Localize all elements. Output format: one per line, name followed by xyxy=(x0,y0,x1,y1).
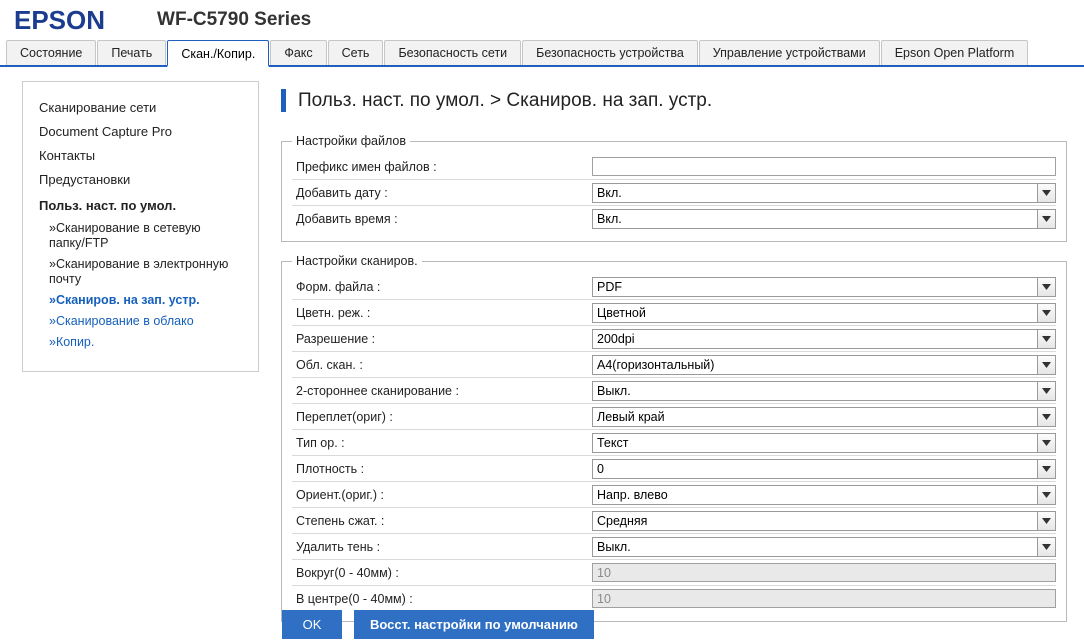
field-original-type xyxy=(592,433,1056,453)
chevron-down-icon[interactable] xyxy=(1037,278,1055,296)
chevron-down-icon[interactable] xyxy=(1037,408,1055,426)
label-surround: Вокруг(0 - 40мм) : xyxy=(296,565,399,580)
label-density: Плотность : xyxy=(296,461,365,476)
chevron-down-icon[interactable] xyxy=(1037,434,1055,452)
ok-button[interactable]: OK xyxy=(282,610,342,639)
row-orientation-original xyxy=(292,482,1056,508)
title-accent-bar xyxy=(281,89,286,112)
two-sided-scan-select[interactable] xyxy=(592,381,1056,401)
page-title-text: Польз. наст. по умол. > Сканиров. на зап. устр. xyxy=(298,89,713,111)
remove-shadow-select[interactable] xyxy=(592,537,1056,557)
sidebar-item-contacts[interactable]: Контакты xyxy=(39,148,96,163)
color-mode-value: Цветной xyxy=(597,305,646,320)
sidebar-subitem-scan-to-cloud[interactable]: »Сканирование в облако xyxy=(49,314,194,328)
field-binding-original xyxy=(592,407,1056,427)
row-original-type xyxy=(292,430,1056,456)
tab-print[interactable]: Печать xyxy=(97,40,166,65)
restore-defaults-button[interactable]: Восст. настройки по умолчанию xyxy=(354,610,594,639)
app-header xyxy=(0,0,1084,40)
file-settings-group xyxy=(281,134,1067,242)
chevron-down-icon[interactable] xyxy=(1037,486,1055,504)
sidebar-subitem-scan-to-email[interactable]: »Сканирование в электронную почту xyxy=(49,257,229,286)
density-select[interactable] xyxy=(592,459,1056,479)
field-surround xyxy=(592,563,1056,582)
label-color-mode: Цветн. реж. : xyxy=(296,305,371,320)
file-format-select[interactable] xyxy=(592,277,1056,297)
field-file-name-prefix xyxy=(592,157,1056,176)
tab-status[interactable]: Состояние xyxy=(6,40,96,65)
row-file-format xyxy=(292,274,1056,300)
label-remove-shadow: Удалить тень : xyxy=(296,539,381,554)
label-orientation-original: Ориент.(ориг.) : xyxy=(296,487,384,502)
page-title xyxy=(281,89,1067,112)
field-two-sided-scan xyxy=(592,381,1056,401)
binding-original-value: Левый край xyxy=(597,409,665,424)
scan-settings-group xyxy=(281,254,1067,622)
field-center xyxy=(592,589,1056,608)
field-resolution xyxy=(592,329,1056,349)
label-file-format: Форм. файла : xyxy=(296,279,381,294)
chevron-down-icon[interactable] xyxy=(1037,538,1055,556)
add-date-select[interactable] xyxy=(592,183,1056,203)
remove-shadow-value: Выкл. xyxy=(597,539,631,554)
tab-device-management[interactable]: Управление устройствами xyxy=(699,40,880,65)
chevron-down-icon[interactable] xyxy=(1037,330,1055,348)
label-add-date: Добавить дату : xyxy=(296,185,388,200)
sidebar-subitem-scan-to-memory-device[interactable]: »Сканиров. на зап. устр. xyxy=(49,293,200,307)
row-compression-ratio xyxy=(292,508,1056,534)
label-add-time: Добавить время : xyxy=(296,211,398,226)
original-type-select[interactable] xyxy=(592,433,1056,453)
row-color-mode xyxy=(292,300,1056,326)
color-mode-select[interactable] xyxy=(592,303,1056,323)
sidebar-item-user-default-settings[interactable]: Польз. наст. по умол. xyxy=(39,198,177,213)
tab-network-security[interactable]: Безопасность сети xyxy=(384,40,521,65)
chevron-down-icon[interactable] xyxy=(1037,356,1055,374)
chevron-down-icon[interactable] xyxy=(1037,210,1055,228)
field-remove-shadow xyxy=(592,537,1056,557)
field-file-format xyxy=(592,277,1056,297)
row-binding-original xyxy=(292,404,1056,430)
row-resolution xyxy=(292,326,1056,352)
tab-scan-copy[interactable]: Скан./Копир. xyxy=(167,40,269,67)
resolution-value: 200dpi xyxy=(597,331,635,346)
compression-ratio-select[interactable] xyxy=(592,511,1056,531)
field-compression-ratio xyxy=(592,511,1056,531)
epson-logo: EPSON xyxy=(14,4,106,35)
row-add-time xyxy=(292,206,1056,231)
field-color-mode xyxy=(592,303,1056,323)
form-actions xyxy=(282,610,594,639)
sidebar-subitem-scan-to-network-folder[interactable]: »Сканирование в сетевую папку/FTP xyxy=(49,221,201,250)
page-content xyxy=(0,67,1084,634)
tab-epson-open-platform[interactable]: Epson Open Platform xyxy=(881,40,1029,65)
orientation-original-value: Напр. влево xyxy=(597,487,668,502)
main-tabbar xyxy=(0,40,1084,67)
row-scan-area xyxy=(292,352,1056,378)
scan-settings-legend: Настройки сканиров. xyxy=(296,254,418,268)
label-binding-original: Переплет(ориг) : xyxy=(296,409,393,424)
orientation-original-select[interactable] xyxy=(592,485,1056,505)
two-sided-scan-value: Выкл. xyxy=(597,383,631,398)
sidebar-item-presets[interactable]: Предустановки xyxy=(39,172,131,187)
binding-original-select[interactable] xyxy=(592,407,1056,427)
chevron-down-icon[interactable] xyxy=(1037,512,1055,530)
chevron-down-icon[interactable] xyxy=(1037,184,1055,202)
label-scan-area: Обл. скан. : xyxy=(296,357,363,372)
field-orientation-original xyxy=(592,485,1056,505)
compression-ratio-value: Средняя xyxy=(597,513,648,528)
main-panel xyxy=(281,81,1067,634)
sidebar-item-network-scan[interactable]: Сканирование сети xyxy=(39,100,157,115)
row-density xyxy=(292,456,1056,482)
file-format-value: PDF xyxy=(597,279,622,294)
field-scan-area xyxy=(592,355,1056,375)
row-add-date xyxy=(292,180,1056,206)
add-time-select[interactable] xyxy=(592,209,1056,229)
sidebar-menu xyxy=(22,81,259,372)
center-input[interactable] xyxy=(592,589,1056,608)
sidebar-subitem-copy[interactable]: »Копир. xyxy=(49,335,95,349)
file-name-prefix-input[interactable] xyxy=(592,157,1056,176)
scan-area-value: A4(горизонтальный) xyxy=(597,357,715,372)
label-original-type: Тип ор. : xyxy=(296,435,345,450)
row-remove-shadow xyxy=(292,534,1056,560)
tab-device-security[interactable]: Безопасность устройства xyxy=(522,40,698,65)
chevron-down-icon[interactable] xyxy=(1037,304,1055,322)
row-center xyxy=(292,586,1056,611)
printer-model-title: WF-C5790 Series xyxy=(157,9,312,30)
label-center: В центре(0 - 40мм) : xyxy=(296,591,413,606)
sidebar-item-document-capture-pro[interactable]: Document Capture Pro xyxy=(39,124,172,139)
label-file-name-prefix: Префикс имен файлов : xyxy=(296,159,437,174)
chevron-down-icon[interactable] xyxy=(1037,460,1055,478)
field-add-date xyxy=(592,183,1056,203)
tab-network[interactable]: Сеть xyxy=(328,40,384,65)
row-file-name-prefix xyxy=(292,154,1056,180)
field-add-time xyxy=(592,209,1056,229)
file-settings-legend: Настройки файлов xyxy=(296,134,407,148)
row-surround xyxy=(292,560,1056,586)
scan-area-select[interactable] xyxy=(592,355,1056,375)
label-two-sided-scan: 2-стороннее сканирование : xyxy=(296,383,459,398)
chevron-down-icon[interactable] xyxy=(1037,382,1055,400)
add-date-value: Вкл. xyxy=(597,185,622,200)
density-value: 0 xyxy=(597,461,604,476)
original-type-value: Текст xyxy=(597,435,629,450)
resolution-select[interactable] xyxy=(592,329,1056,349)
tab-fax[interactable]: Факс xyxy=(270,40,326,65)
label-compression-ratio: Степень сжат. : xyxy=(296,513,385,528)
add-time-value: Вкл. xyxy=(597,211,622,226)
label-resolution: Разрешение : xyxy=(296,331,376,346)
row-two-sided-scan xyxy=(292,378,1056,404)
field-density xyxy=(592,459,1056,479)
surround-input[interactable] xyxy=(592,563,1056,582)
